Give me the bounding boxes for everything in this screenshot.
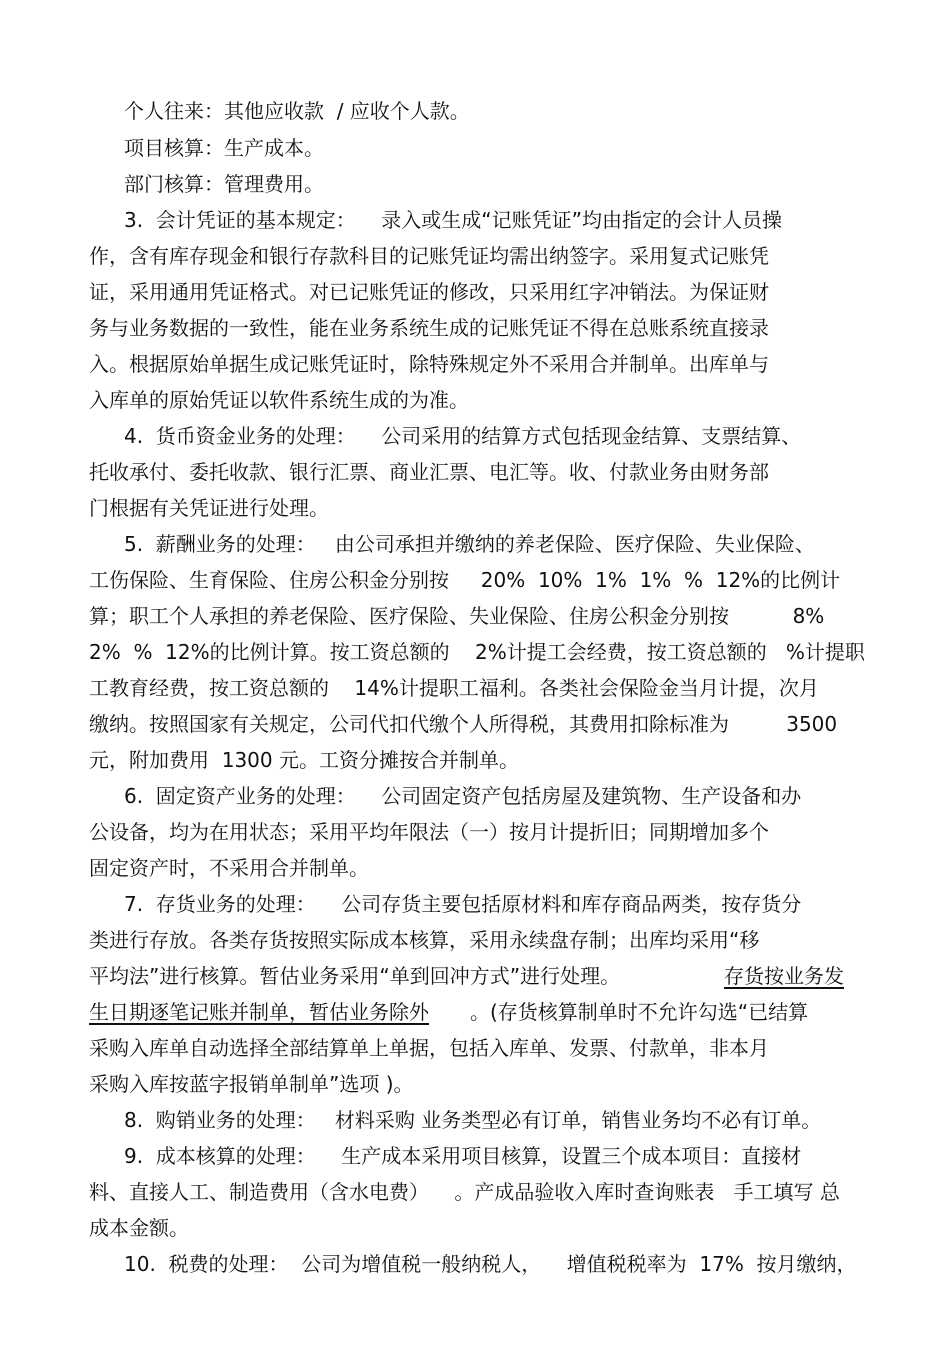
text-line: 2% % 12%的比例计算。按工资总额的 2%计提工会经费，按工资总额的 %计提职 bbox=[89, 640, 865, 664]
text-line: 9. 成本核算的处理： 生产成本采用项目核算，设置三个成本项目：直接材 bbox=[124, 1144, 802, 1168]
text-line: 8. 购销业务的处理： 材料采购 业务类型必有订单，销售业务均不必有订单。 bbox=[124, 1108, 822, 1132]
text-line: 工伤保险、生育保险、住房公积金分别按 20% 10% 1% 1% % 12%的比例计 bbox=[89, 568, 841, 592]
text-line: 3. 会计凭证的基本规定： 录入或生成“记账凭证”均由指定的会计人员操 bbox=[124, 208, 782, 232]
text-line: 采购入库单自动选择全部结算单上单据，包括入库单、发票、付款单，非本月 bbox=[89, 1036, 769, 1060]
text-line: 工教育经费，按工资总额的 14%计提职工福利。各类社会保险金当月计提，次月 bbox=[89, 676, 819, 700]
text-line: 类进行存放。各类存货按照实际成本核算，采用永续盘存制；出库均采用“移 bbox=[89, 928, 760, 952]
text-line: 作，含有库存现金和银行存款科目的记账凭证均需出纳签字。采用复式记账凭 bbox=[89, 244, 769, 268]
text-line: 成本金额。 bbox=[89, 1216, 189, 1240]
text-line: 托收承付、委托收款、银行汇票、商业汇票、电汇等。收、付款业务由财务部 bbox=[89, 460, 769, 484]
text-line: 。(存货核算制单时不允许勾选“已结算 bbox=[470, 1000, 809, 1024]
text-line: 部门核算：管理费用。 bbox=[124, 172, 324, 196]
text-line: 入。根据原始单据生成记账凭证时，除特殊规定外不采用合并制单。出库单与 bbox=[89, 352, 769, 376]
text-line: 门根据有关凭证进行处理。 bbox=[89, 496, 329, 520]
text-line: 公设备，均为在用状态；采用平均年限法（一）按月计提折旧；同期增加多个 bbox=[89, 820, 769, 844]
text-line: 7. 存货业务的处理： 公司存货主要包括原材料和库存商品两类，按存货分 bbox=[124, 892, 802, 916]
underlined-text: 存货按业务发 bbox=[724, 964, 844, 988]
text-line: 算；职工个人承担的养老保险、医疗保险、失业保险、住房公积金分别按 8% bbox=[89, 604, 825, 628]
text-line: 项目核算：生产成本。 bbox=[124, 136, 324, 160]
text-line: 5. 薪酬业务的处理： 由公司承担并缴纳的养老保险、医疗保险、失业保险、 bbox=[124, 532, 815, 556]
text-line: 证，采用通用凭证格式。对已记账凭证的修改，只采用红字冲销法。为保证财 bbox=[89, 280, 769, 304]
text-line: 固定资产时，不采用合并制单。 bbox=[89, 856, 369, 880]
text-line: 平均法”进行核算。暂估业务采用“单到回冲方式”进行处理。 bbox=[89, 964, 621, 988]
text-line: 6. 固定资产业务的处理： 公司固定资产包括房屋及建筑物、生产设备和办 bbox=[124, 784, 802, 808]
text-line: 采购入库按蓝字报销单制单”选项 )。 bbox=[89, 1072, 414, 1096]
text-line: 缴纳。按照国家有关规定，公司代扣代缴个人所得税，其费用扣除标准为 3500 bbox=[89, 712, 838, 736]
text-line: 入库单的原始凭证以软件系统生成的为准。 bbox=[89, 388, 469, 412]
text-line: 个人往来：其他应收款 / 应收个人款。 bbox=[124, 99, 470, 123]
text-line: 务与业务数据的一致性，能在业务系统生成的记账凭证不得在总账系统直接录 bbox=[89, 316, 769, 340]
underlined-text: 生日期逐笔记账并制单，暂估业务除外 bbox=[89, 1000, 429, 1024]
text-line: 4. 货币资金业务的处理： 公司采用的结算方式包括现金结算、支票结算、 bbox=[124, 424, 802, 448]
text-line: 10. 税费的处理： 公司为增值税一般纳税人， 增值税税率为 17% 按月缴纳， bbox=[124, 1252, 857, 1276]
text-line: 元，附加费用 1300 元。工资分摊按合并制单。 bbox=[89, 748, 519, 772]
text-line: 料、直接人工、制造费用（含水电费） 。产成品验收入库时查询账表 手工填写 总 bbox=[89, 1180, 840, 1204]
